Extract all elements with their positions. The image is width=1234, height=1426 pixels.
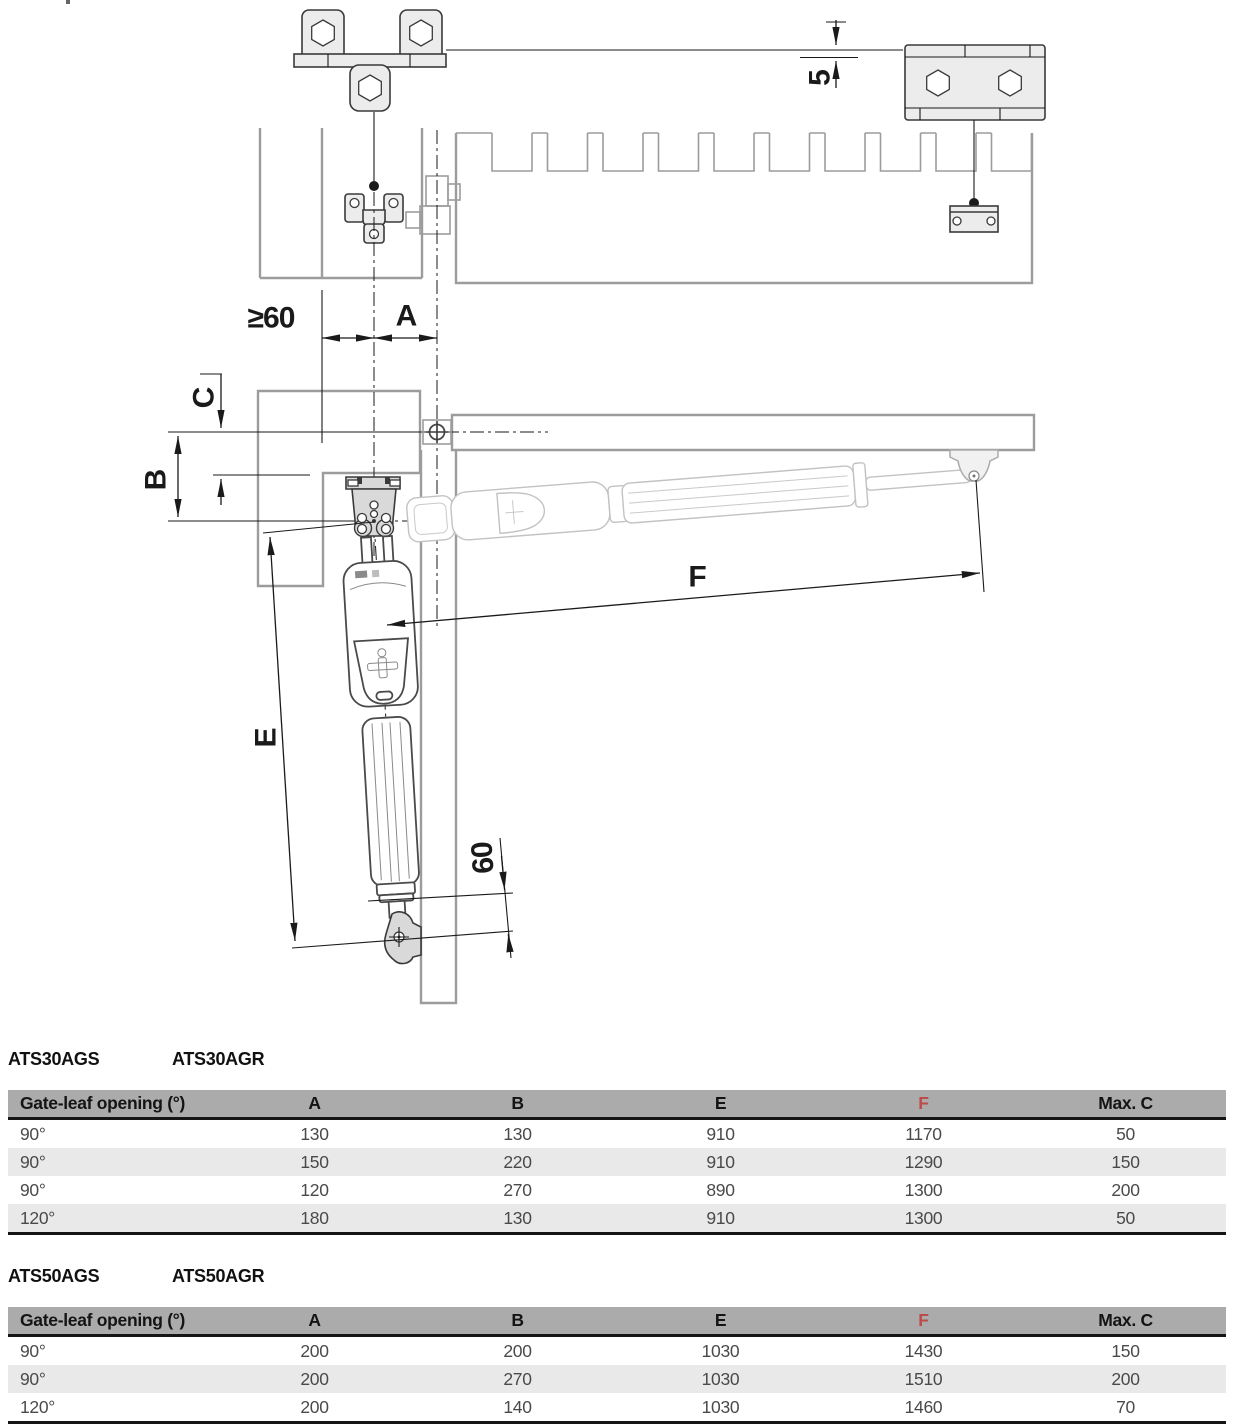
- dim-label-b: B: [139, 469, 173, 491]
- column-header-f: F: [918, 1093, 929, 1113]
- picket-channels: [492, 133, 1032, 171]
- model-title: ATS30AGR: [172, 1048, 265, 1069]
- table-cell: 70: [1116, 1396, 1135, 1417]
- front-bracket-detail: [905, 45, 1045, 208]
- bolt-hex: [410, 20, 433, 46]
- front-bracket-mounted: [950, 206, 998, 232]
- dim-5: [446, 20, 903, 88]
- column-header: A: [308, 1310, 321, 1330]
- dim-label-60: 60: [465, 841, 501, 875]
- table-row: [8, 1336, 1226, 1366]
- table-cell: 1030: [701, 1368, 740, 1389]
- leader-dot: [369, 181, 379, 191]
- column-header: Max. C: [1098, 1093, 1153, 1113]
- table-cell: 120: [300, 1179, 329, 1200]
- column-header: A: [308, 1093, 321, 1113]
- model-title: ATS50AGS: [8, 1265, 100, 1286]
- table-cell: 200: [1111, 1179, 1140, 1200]
- table-cell: 270: [503, 1179, 532, 1200]
- table-cell: 150: [300, 1151, 329, 1172]
- table-cell: 50: [1116, 1123, 1135, 1144]
- foot-bracket: [385, 912, 421, 964]
- table-cell: 910: [706, 1151, 735, 1172]
- table-cell: 1300: [904, 1179, 943, 1200]
- table-cell: 180: [300, 1207, 329, 1228]
- ats50-titles: [8, 1265, 1226, 1287]
- bolt-hex: [312, 20, 335, 46]
- column-header: Gate-leaf opening (°): [20, 1310, 186, 1330]
- table-cell: 910: [706, 1123, 735, 1144]
- ats30-section: [8, 1048, 1226, 1235]
- ats50-section: [8, 1265, 1226, 1424]
- dim-label-a: A: [395, 299, 417, 333]
- dim-label-f: F: [688, 560, 706, 594]
- table-cell: 90°: [20, 1340, 46, 1361]
- table-cell: 1030: [701, 1340, 740, 1361]
- table-header-row: [8, 1090, 1226, 1119]
- gate-leaf-plan: [456, 133, 1032, 283]
- column-header: E: [714, 1310, 727, 1330]
- table-row: [8, 1176, 1226, 1204]
- column-header-f: F: [918, 1310, 929, 1330]
- table-cell: 200: [300, 1396, 329, 1417]
- scan-artifact: [66, 0, 70, 4]
- table-cell: 130: [503, 1207, 532, 1228]
- brand-mark: [355, 571, 367, 579]
- table-row: [8, 1365, 1226, 1393]
- table-cell: 150: [1111, 1340, 1140, 1361]
- table-cell: 1290: [904, 1151, 943, 1172]
- table-cell: 120°: [20, 1207, 55, 1228]
- operator-open-position: [341, 535, 431, 919]
- table-row: [8, 1148, 1226, 1176]
- table-cell: 90°: [20, 1151, 46, 1172]
- dim-label-5: 5: [803, 70, 837, 86]
- table-cell: 200: [1111, 1368, 1140, 1389]
- table-cell: 90°: [20, 1123, 46, 1144]
- ats30-dimension-table: [8, 1090, 1226, 1235]
- table-cell: 910: [706, 1207, 735, 1228]
- bolt-hex: [999, 70, 1022, 96]
- dim-label-c: C: [187, 387, 221, 409]
- table-row: [8, 1393, 1226, 1423]
- table-cell: 200: [503, 1340, 532, 1361]
- table-cell: 90°: [20, 1179, 46, 1200]
- table-cell: 1170: [905, 1123, 942, 1144]
- operator-closed-position: [406, 452, 972, 544]
- table-cell: 50: [1116, 1207, 1135, 1228]
- table-cell: 1510: [904, 1368, 943, 1389]
- model-title: ATS30AGS: [8, 1048, 100, 1069]
- table-cell: 220: [503, 1151, 532, 1172]
- column-header: B: [511, 1310, 524, 1330]
- dim-label-ge60: ≥60: [247, 301, 295, 335]
- column-header: Max. C: [1098, 1310, 1153, 1330]
- table-cell: 270: [503, 1368, 532, 1389]
- hinge-plan: [406, 176, 460, 234]
- hinge-open-view: [423, 420, 451, 444]
- ats50-dimension-table: [8, 1307, 1226, 1424]
- table-cell: 1300: [904, 1207, 943, 1228]
- model-title: ATS50AGR: [172, 1265, 265, 1286]
- table-cell: 140: [503, 1396, 532, 1417]
- table-cell: 130: [503, 1123, 532, 1144]
- rear-bracket-open-view: [346, 477, 400, 537]
- table-cell: 1430: [904, 1340, 943, 1361]
- table-header-row: [8, 1307, 1226, 1336]
- table-cell: 1030: [701, 1396, 740, 1417]
- column-header: B: [511, 1093, 524, 1113]
- table-row: [8, 1119, 1226, 1149]
- bolt-hex: [359, 75, 382, 101]
- brand-mark: [372, 570, 379, 577]
- dim-label-e: E: [249, 728, 283, 748]
- table-cell: 890: [706, 1179, 735, 1200]
- table-row: [8, 1204, 1226, 1234]
- ats30-titles: [8, 1048, 1226, 1070]
- table-cell: 120°: [20, 1396, 55, 1417]
- column-header: E: [714, 1093, 727, 1113]
- table-cell: 200: [300, 1368, 329, 1389]
- table-cell: 1460: [904, 1396, 943, 1417]
- column-header: Gate-leaf opening (°): [20, 1093, 186, 1113]
- bolt-hex: [927, 70, 950, 96]
- table-cell: 130: [300, 1123, 329, 1144]
- table-cell: 90°: [20, 1368, 46, 1389]
- table-cell: 200: [300, 1340, 329, 1361]
- table-cell: 150: [1111, 1151, 1140, 1172]
